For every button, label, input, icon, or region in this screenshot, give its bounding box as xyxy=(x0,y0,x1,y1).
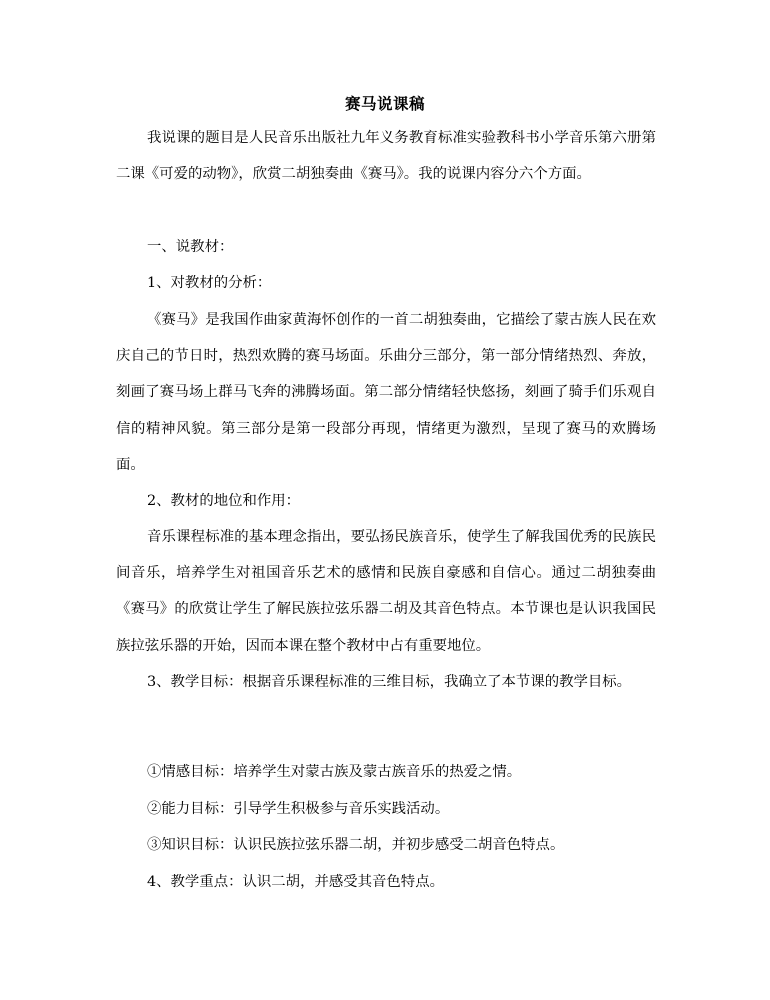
goal-knowledge: ③知识目标：认识民族拉弦乐器二胡，并初步感受二胡音色特点。 xyxy=(147,837,565,853)
paragraph-teaching-goals: 3、教学目标：根据音乐课程标准的三维目标，我确立了本节课的教学目标。 xyxy=(147,674,632,690)
goal-emotion: ①情感目标：培养学生对蒙古族及蒙古族音乐的热爱之情。 xyxy=(147,764,522,780)
paragraph-intro: 我说课的题目是人民音乐出版社九年义务教育标准实验教科书小学音乐第六册第二课《可爱的动物》，欣赏二胡独奏曲《赛马》。我的说课内容分六个方面。 xyxy=(116,130,656,183)
document-title: 赛马说课稿 xyxy=(344,94,425,113)
heading-analysis: 1、对教材的分析： xyxy=(147,275,272,291)
heading-status-role: 2、教材的地位和作用： xyxy=(147,493,301,509)
paragraph-analysis: 《赛马》是我国作曲家黄海怀创作的一首二胡独奏曲，它描绘了蒙古族人民在欢庆自己的节日时，热烈欢腾的赛马场面。乐曲分三部分，第一部分情绪热烈、奔放，刻画了赛马场上群马飞奔的沸腾场面。第二部分情绪轻快悠扬，刻画了骑手们乐观自信的精神风貌。第三部分是第一段部分再现，情绪更为激烈，呈现了赛马的欢腾场面。 xyxy=(116,312,656,473)
goal-ability: ②能力目标：引导学生积极参与音乐实践活动。 xyxy=(147,801,450,817)
heading-section-one: 一、说教材： xyxy=(147,239,234,255)
paragraph-teaching-focus: 4、教学重点：认识二胡，并感受其音色特点。 xyxy=(147,874,444,890)
paragraph-status-role: 音乐课程标准的基本理念指出，要弘扬民族音乐，使学生了解我国优秀的民族民间音乐，培养学生对祖国音乐艺术的感情和民族自豪感和自信心。通过二胡独奏曲《赛马》的欣赏让学生了解民族拉弦乐器二胡及其音色特点。本节课也是认识我国民族拉弦乐器的开始，因而本课在整个教材中占有重要地位。 xyxy=(116,529,656,654)
